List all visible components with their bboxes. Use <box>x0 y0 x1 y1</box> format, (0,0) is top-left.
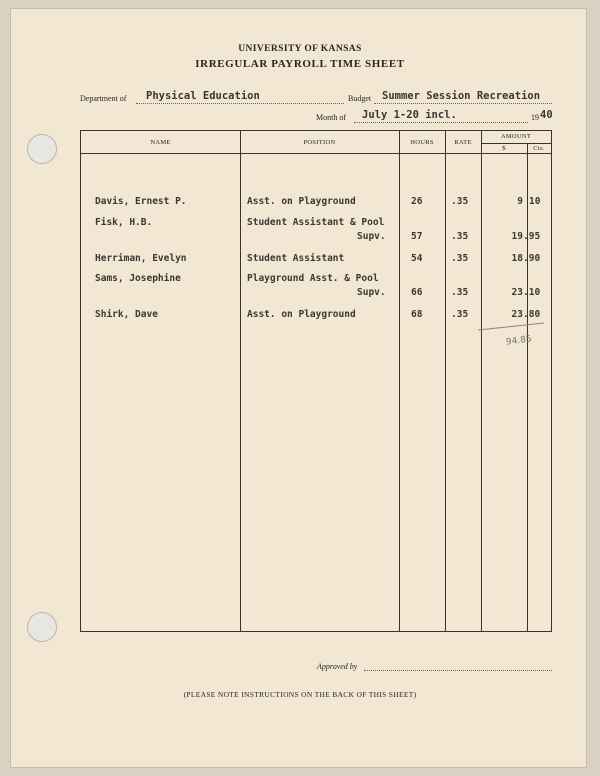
column-divider <box>445 131 446 631</box>
row-dollars: 18 <box>511 253 523 264</box>
year-suffix: 40 <box>540 109 553 121</box>
row-dollars: 19 <box>511 231 523 242</box>
approved-by-line <box>364 670 552 671</box>
budget-line <box>374 103 552 104</box>
row-cents: .10 <box>523 287 541 298</box>
month-line <box>354 122 528 123</box>
row-position: Asst. on Playground <box>247 309 356 320</box>
row-dollars: 23 <box>511 287 523 298</box>
row-rate: .35 <box>451 196 469 207</box>
year-prefix: 19 <box>531 113 539 122</box>
approved-by-label: Approved by <box>317 662 358 671</box>
row-rate: .35 <box>451 309 469 320</box>
payroll-table <box>80 130 552 632</box>
column-header-position: POSITION <box>303 139 336 146</box>
department-label: Department of <box>80 94 127 103</box>
column-divider <box>240 131 241 631</box>
punch-hole <box>27 612 57 642</box>
row-cents: .90 <box>523 253 541 264</box>
row-name: Herriman, Evelyn <box>95 253 187 264</box>
row-hours: 57 <box>411 231 423 242</box>
row-position: Asst. on Playground <box>247 196 356 207</box>
sheet-title: IRREGULAR PAYROLL TIME SHEET <box>195 58 405 70</box>
row-position: Student Assistant & Pool <box>247 217 385 228</box>
column-header-name: NAME <box>150 139 171 146</box>
row-position-cont: Supv. <box>357 287 386 298</box>
row-name: Fisk, H.B. <box>95 217 153 228</box>
column-header-cents: Cts. <box>533 145 545 152</box>
instructions-note: (PLEASE NOTE INSTRUCTIONS ON THE BACK OF THIS SHEET) <box>183 690 417 699</box>
column-header-hours: HOURS <box>410 139 434 146</box>
row-hours: 66 <box>411 287 423 298</box>
department-value: Physical Education <box>146 90 260 102</box>
row-position: Student Assistant <box>247 253 345 264</box>
row-name: Sams, Josephine <box>95 273 181 284</box>
row-rate: .35 <box>451 287 469 298</box>
row-position-cont: Supv. <box>357 231 386 242</box>
month-value: July 1-20 incl. <box>362 109 457 121</box>
row-hours: 54 <box>411 253 423 264</box>
row-cents: .80 <box>523 309 541 320</box>
row-dollars: 9 <box>517 196 523 207</box>
department-line <box>136 103 344 104</box>
row-name: Shirk, Dave <box>95 309 158 320</box>
column-header-rate: RATE <box>454 139 472 146</box>
amount-divider <box>481 143 551 144</box>
column-header-amount: AMOUNT <box>500 133 532 140</box>
row-rate: .35 <box>451 231 469 242</box>
header-divider <box>81 153 551 154</box>
row-name: Davis, Ernest P. <box>95 196 187 207</box>
row-hours: 68 <box>411 309 423 320</box>
row-rate: .35 <box>451 253 469 264</box>
budget-value: Summer Session Recreation <box>382 90 541 102</box>
budget-label: Budget <box>348 94 372 103</box>
row-cents: 10 <box>529 196 541 207</box>
university-heading: UNIVERSITY OF KANSAS <box>238 44 362 54</box>
row-cents: .95 <box>523 231 541 242</box>
column-divider <box>399 131 400 631</box>
column-header-dollars: $ <box>502 145 506 152</box>
column-divider <box>527 143 528 631</box>
handwritten-total: 94.85 <box>505 334 533 348</box>
row-hours: 26 <box>411 196 423 207</box>
month-label: Month of <box>316 113 346 122</box>
row-position: Playground Asst. & Pool <box>247 273 379 284</box>
punch-hole <box>27 134 57 164</box>
row-dollars: 23 <box>511 309 523 320</box>
